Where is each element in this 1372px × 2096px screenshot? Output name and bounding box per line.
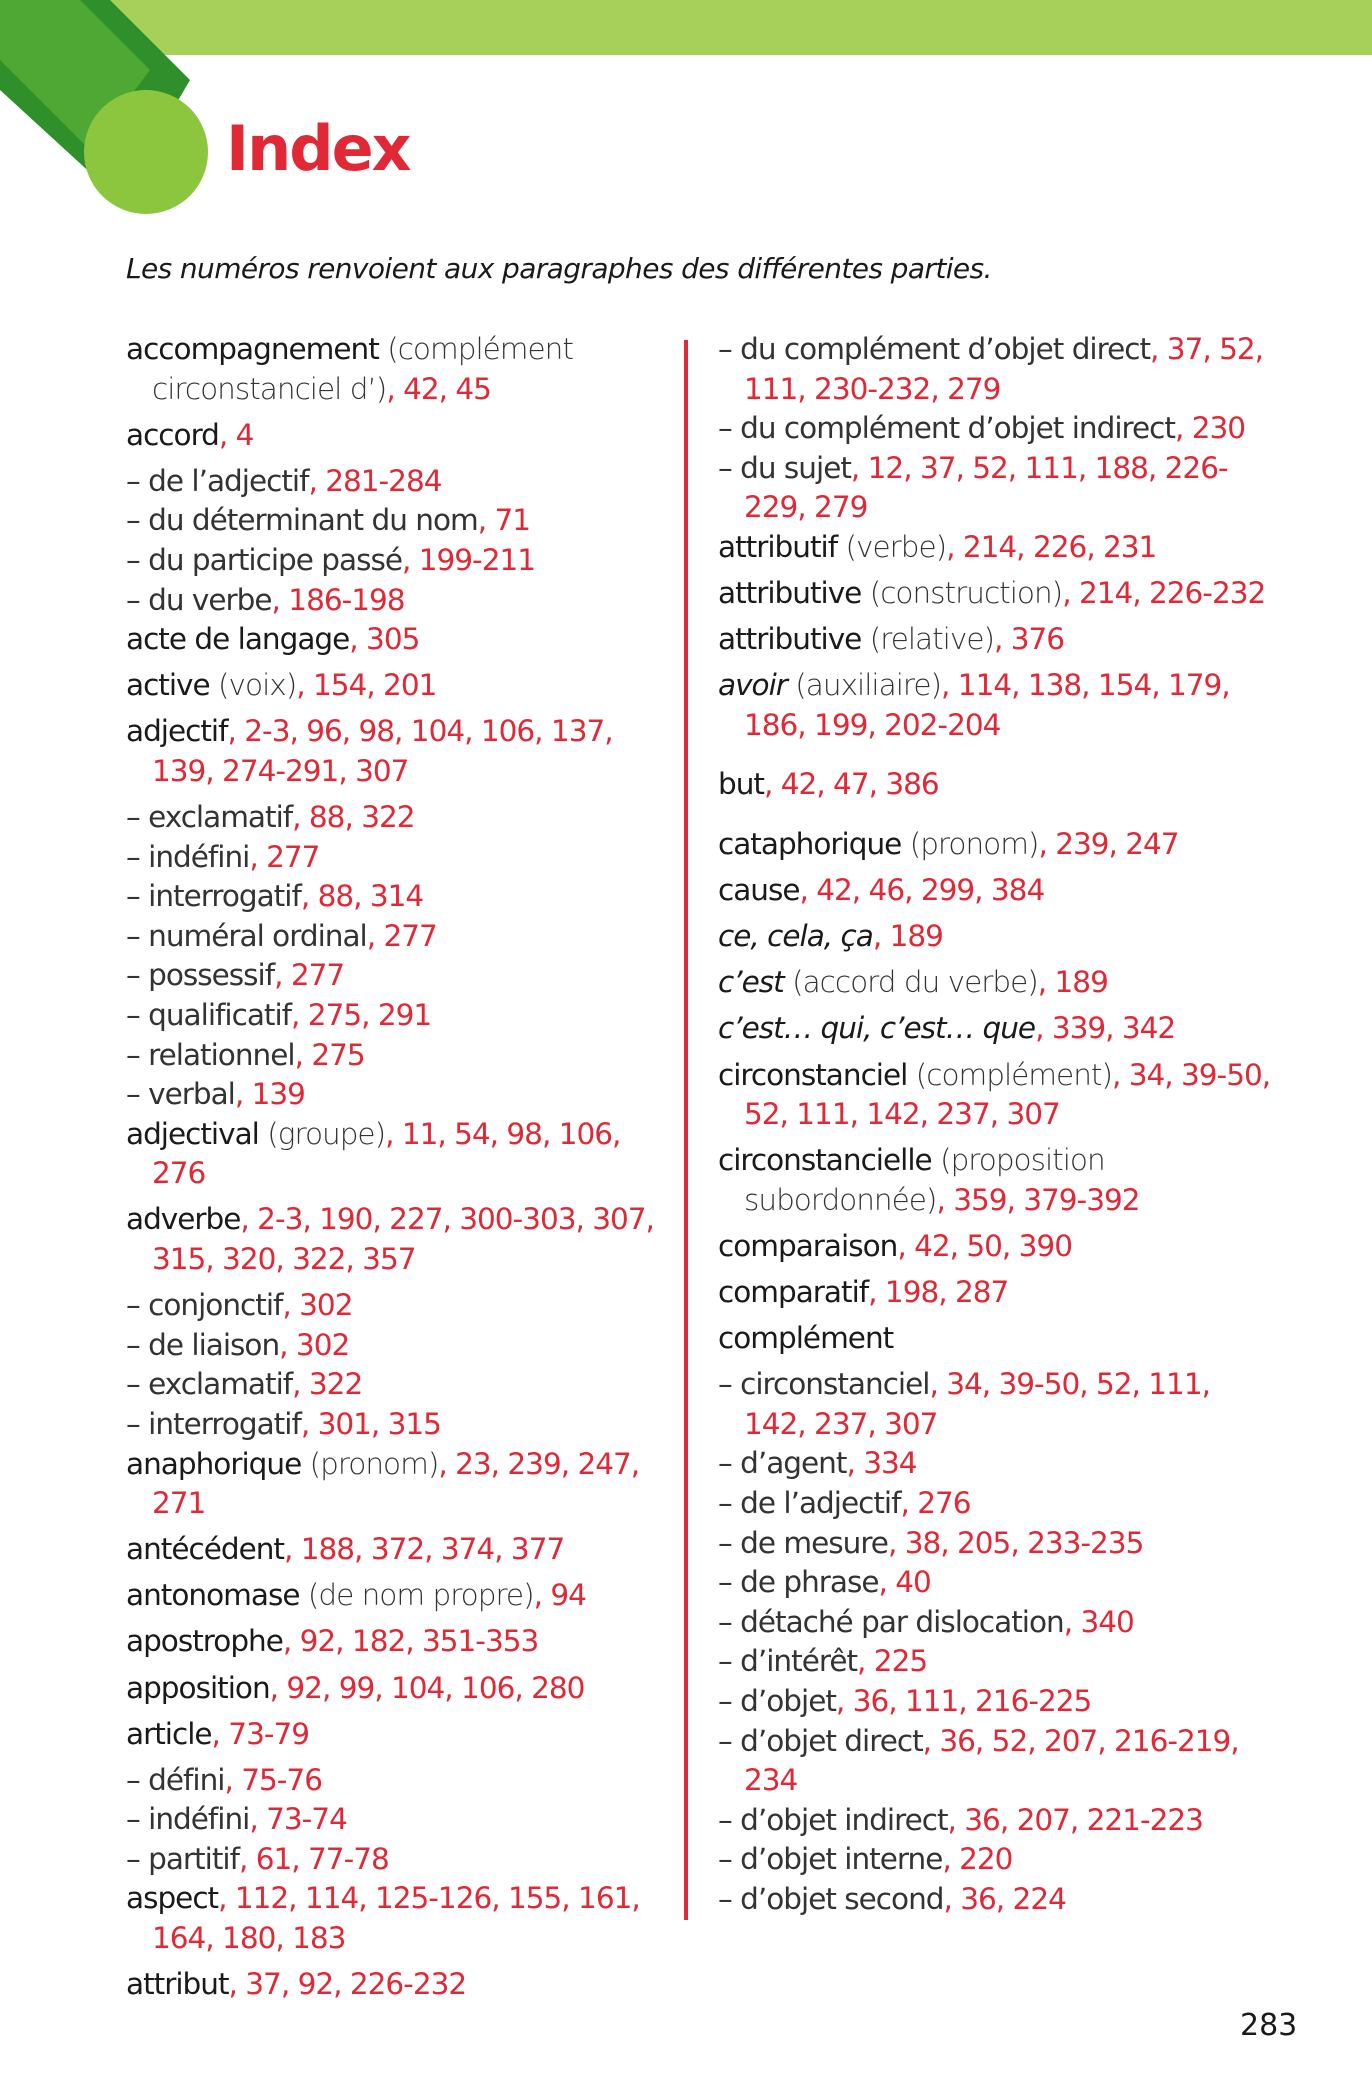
paragraph-references: , 139 <box>234 1077 305 1112</box>
index-term: acte de langage <box>126 622 350 657</box>
index-term: active <box>126 668 210 703</box>
paragraph-references: , 94 <box>533 1578 586 1613</box>
index-subentry <box>718 330 1278 409</box>
index-term: cataphorique <box>718 827 902 862</box>
index-entry <box>126 620 666 660</box>
subentry-label: – d’agent <box>718 1446 847 1481</box>
index-subentry <box>718 1682 1278 1722</box>
paragraph-references: , 112, 114, 125-126, 155, 161, 164, 180, 183 <box>152 1881 640 1956</box>
index-term: comparatif <box>718 1274 869 1309</box>
subentry-label: – interrogatif <box>126 1406 301 1441</box>
index-subentry <box>126 1761 666 1801</box>
index-subentry <box>126 1326 666 1366</box>
paragraph-references: , 12, 37, 52, 111, 188, 226-229, 279 <box>744 450 1228 525</box>
subentry-label: – du sujet <box>718 450 851 485</box>
paragraph-references: , 23, 239, 247, 271 <box>152 1446 640 1521</box>
index-entry <box>126 1879 666 1958</box>
paragraph-references: , 189 <box>1037 965 1108 1000</box>
paragraph-references: , 92, 99, 104, 106, 280 <box>269 1670 585 1705</box>
subentry-label: – exclamatif <box>126 1367 293 1402</box>
subentry-label: – interrogatif <box>126 879 301 914</box>
subentry-label: – détaché par dislocation <box>718 1604 1064 1639</box>
index-entry <box>718 620 1278 660</box>
subentry-label: – exclamatif <box>126 800 293 835</box>
index-term: avoir <box>718 668 787 703</box>
paragraph-references: , 40 <box>878 1565 931 1600</box>
index-note: (construction) <box>861 576 1063 611</box>
paragraph-references: , 88, 314 <box>300 879 424 914</box>
index-term: c’est <box>718 965 784 1000</box>
index-note: (groupe) <box>258 1116 386 1151</box>
index-subentry <box>718 1722 1278 1801</box>
index-entry <box>126 1115 666 1194</box>
paragraph-references: , 34, 39-50, 52, 111, 142, 237, 307 <box>744 1057 1271 1132</box>
paragraph-references: , 42, 45 <box>386 371 491 406</box>
index-entry <box>126 1669 666 1709</box>
paragraph-references: , 36, 224 <box>943 1881 1066 1916</box>
paragraph-references: , 340 <box>1063 1604 1134 1639</box>
index-subentry <box>126 917 666 957</box>
index-note: (pronom) <box>901 827 1039 862</box>
index-entry <box>718 765 1278 805</box>
index-term: c’est… qui, c’est… que <box>718 1011 1036 1046</box>
index-note: (verbe) <box>837 529 947 564</box>
index-entry <box>718 528 1278 568</box>
index-subentry <box>718 1484 1278 1524</box>
index-subentry <box>126 1365 666 1405</box>
paragraph-references: , 154, 201 <box>296 668 437 703</box>
subentry-label: – du complément d’objet direct <box>718 332 1151 366</box>
paragraph-references: , 36, 111, 216-225 <box>835 1683 1092 1718</box>
paragraph-references: , 305 <box>349 622 420 657</box>
index-subentry <box>126 581 666 621</box>
paragraph-references: , 359, 379-392 <box>936 1182 1140 1217</box>
paragraph-references: , 302 <box>282 1288 353 1323</box>
subentry-label: – possessif <box>126 958 275 993</box>
paragraph-references: , 239, 247 <box>1038 827 1179 862</box>
index-column-right <box>718 330 1278 1919</box>
subentry-label: – verbal <box>126 1077 235 1112</box>
subentry-label: – d’objet direct <box>718 1723 923 1758</box>
index-term: aspect <box>126 1881 219 1916</box>
index-subentry <box>126 1075 666 1115</box>
index-entry <box>718 574 1278 614</box>
index-entry <box>126 1200 666 1279</box>
paragraph-references: , 334 <box>846 1446 917 1481</box>
paragraph-references: , 339, 342 <box>1035 1011 1176 1046</box>
paragraph-references: , 198, 287 <box>868 1274 1009 1309</box>
index-subentry <box>126 1286 666 1326</box>
index-subentry <box>718 409 1278 449</box>
paragraph-references: , 36, 52, 207, 216-219, 234 <box>744 1723 1239 1798</box>
index-entry <box>126 1445 666 1524</box>
paragraph-references: , 186-198 <box>271 582 405 617</box>
index-subentry <box>126 1036 666 1076</box>
paragraph-references: , 42, 46, 299, 384 <box>799 873 1045 908</box>
index-subentry <box>126 1800 666 1840</box>
paragraph-references: , 276 <box>900 1485 971 1520</box>
index-note: (voix) <box>209 668 297 703</box>
paragraph-references: , 42, 47, 386 <box>764 767 939 802</box>
index-entry <box>718 825 1278 865</box>
index-entry <box>718 1273 1278 1313</box>
paragraph-references: , 75-76 <box>224 1762 322 1797</box>
index-entry <box>126 1530 666 1570</box>
index-subentry <box>718 1524 1278 1564</box>
index-entry <box>126 1715 666 1755</box>
page-title: Index <box>226 112 410 185</box>
index-term: attributive <box>718 576 862 611</box>
index-subentry <box>126 956 666 996</box>
index-subentry <box>718 1444 1278 1484</box>
index-subentry <box>718 449 1278 528</box>
index-term: complément <box>718 1321 894 1356</box>
index-term: but <box>718 767 764 802</box>
index-term: cause <box>718 873 800 908</box>
paragraph-references: , 42, 50, 390 <box>897 1228 1072 1263</box>
subentry-label: – circonstanciel <box>718 1367 930 1402</box>
index-entry <box>126 1576 666 1616</box>
index-column-left <box>126 330 666 2011</box>
column-divider <box>684 340 688 1920</box>
index-term: adjectival <box>126 1116 259 1151</box>
index-entry <box>718 1009 1278 1049</box>
paragraph-references: , 376 <box>994 622 1065 657</box>
subentry-label: – partitif <box>126 1841 239 1876</box>
index-term: article <box>126 1716 212 1751</box>
index-entry <box>718 917 1278 957</box>
index-term: attribut <box>126 1967 229 2002</box>
subentry-label: – de l’adjectif <box>126 463 309 498</box>
subentry-label: – relationnel <box>126 1037 295 1072</box>
paragraph-references: , 92, 182, 351-353 <box>282 1624 539 1659</box>
index-note: (relative) <box>861 622 994 657</box>
subentry-label: – de phrase <box>718 1565 879 1600</box>
paragraph-references: , 2-3, 96, 98, 104, 106, 137, 139, 274-291, 307 <box>152 714 613 788</box>
index-entry <box>126 712 666 791</box>
paragraph-references: , 214, 226-232 <box>1062 576 1266 611</box>
paragraph-references: , 275, 291 <box>291 998 432 1032</box>
index-entry <box>718 1141 1278 1220</box>
page-number: 283 <box>1240 2008 1298 2043</box>
subentry-label: – qualificatif <box>126 998 292 1032</box>
index-subentry <box>126 1840 666 1880</box>
paragraph-references: , 88, 322 <box>292 800 415 835</box>
index-subentry <box>126 996 666 1036</box>
index-note: (pronom) <box>301 1446 439 1481</box>
header-decoration <box>0 0 1372 220</box>
paragraph-references: , 36, 207, 221-223 <box>947 1802 1203 1837</box>
index-entry <box>126 1965 666 2005</box>
paragraph-references: , 2-3, 190, 227, 300-303, 307, 315, 320, 322, 357 <box>152 1202 654 1277</box>
index-note: (accord du verbe) <box>783 965 1038 1000</box>
subentry-label: – du déterminant du nom <box>126 503 478 538</box>
paragraph-references: , 275 <box>294 1037 365 1072</box>
index-entry <box>718 871 1278 911</box>
index-entry <box>126 330 666 409</box>
index-subentry <box>126 462 666 502</box>
paragraph-references: , 322 <box>292 1367 363 1402</box>
index-entry <box>718 1227 1278 1267</box>
index-subentry <box>718 1840 1278 1880</box>
index-term: attributive <box>718 622 862 657</box>
paragraph-references: , 188, 372, 374, 377 <box>284 1532 565 1567</box>
subentry-label: – du verbe <box>126 582 272 617</box>
paragraph-references: , 281-284 <box>308 463 442 498</box>
paragraph-references: , 114, 138, 154, 179, 186, 199, 202-204 <box>744 668 1230 742</box>
index-note: (auxiliaire) <box>786 668 942 703</box>
index-term: antécédent <box>126 1532 284 1567</box>
paragraph-references: , 214, 226, 231 <box>946 529 1157 564</box>
index-subentry <box>718 1880 1278 1920</box>
subentry-label: – de mesure <box>718 1525 888 1560</box>
index-term: accompagnement <box>126 332 379 366</box>
subentry-label: – d’objet interne <box>718 1842 943 1877</box>
index-entry <box>718 1319 1278 1359</box>
paragraph-references: , 73-74 <box>249 1802 347 1837</box>
index-term: antonomase <box>126 1578 300 1613</box>
paragraph-references: , 301, 315 <box>300 1406 441 1441</box>
index-term: accord <box>126 417 219 452</box>
index-subentry <box>718 1801 1278 1841</box>
index-intro: Les numéros renvoient aux paragraphes des différentes parties. <box>126 252 992 285</box>
subentry-label: – du complément d’objet indirect <box>718 411 1175 446</box>
paragraph-references: , 225 <box>857 1644 928 1679</box>
subentry-label: – conjonctif <box>126 1288 283 1323</box>
subentry-label: – d’objet indirect <box>718 1802 948 1837</box>
index-term: circonstanciel <box>718 1057 908 1092</box>
index-term: circonstancielle <box>718 1143 932 1178</box>
index-entry <box>126 416 666 456</box>
index-subentry <box>718 1603 1278 1643</box>
paragraph-references: , 199-211 <box>401 542 535 577</box>
subentry-label: – de liaison <box>126 1327 280 1362</box>
paragraph-references: , 73-79 <box>211 1716 310 1751</box>
paragraph-references: , 11, 54, 98, 106, 276 <box>152 1116 621 1191</box>
paragraph-references: , 230 <box>1174 411 1245 446</box>
paragraph-references: , 34, 39-50, 52, 111, 142, 237, 307 <box>744 1367 1210 1441</box>
green-circle-badge <box>84 90 208 214</box>
index-subentry <box>126 877 666 917</box>
paragraph-references: , 302 <box>279 1327 350 1362</box>
index-term: adjectif <box>126 714 228 749</box>
index-subentry <box>718 1642 1278 1682</box>
index-term: comparaison <box>718 1228 898 1263</box>
index-entry <box>718 666 1278 745</box>
index-term: apostrophe <box>126 1624 283 1659</box>
index-term: attributif <box>718 529 838 564</box>
index-note: (complément circonstanciel d’) <box>152 332 573 406</box>
paragraph-references: , 37, 52, 111, 230-232, 279 <box>744 332 1264 406</box>
index-subentry <box>718 1365 1278 1444</box>
subentry-label: – d’intérêt <box>718 1644 858 1679</box>
index-term: anaphorique <box>126 1446 302 1481</box>
paragraph-references: , 4 <box>218 417 254 452</box>
index-subentry <box>126 501 666 541</box>
subentry-label: – numéral ordinal <box>126 918 367 953</box>
paragraph-references: , 38, 205, 233-235 <box>887 1525 1144 1560</box>
index-subentry <box>126 541 666 581</box>
paragraph-references: , 277 <box>274 958 345 993</box>
index-entry <box>126 1622 666 1662</box>
index-subentry <box>126 798 666 838</box>
subentry-label: – indéfini <box>126 839 250 874</box>
subentry-label: – d’objet <box>718 1683 836 1718</box>
index-subentry <box>718 1563 1278 1603</box>
paragraph-references: , 220 <box>942 1842 1013 1877</box>
index-entry <box>718 1056 1278 1135</box>
subentry-label: – défini <box>126 1762 225 1797</box>
paragraph-references: , 71 <box>477 503 531 538</box>
index-note: (proposition subordonnée) <box>744 1143 1105 1217</box>
paragraph-references: , 277 <box>249 839 320 874</box>
paragraph-references: , 37, 92, 226-232 <box>228 1967 467 2002</box>
index-term: adverbe <box>126 1202 241 1237</box>
subentry-label: – indéfini <box>126 1802 250 1837</box>
index-entry <box>718 963 1278 1003</box>
paragraph-references: , 189 <box>872 919 943 954</box>
green-top-band <box>0 0 1372 55</box>
subentry-label: – d’objet second <box>718 1881 944 1916</box>
paragraph-references: , 277 <box>366 918 437 953</box>
index-term: apposition <box>126 1670 270 1705</box>
index-subentry <box>126 1405 666 1445</box>
index-entry <box>126 666 666 706</box>
index-note: (complément) <box>907 1057 1112 1092</box>
subentry-label: – de l’adjectif <box>718 1485 901 1520</box>
index-term: ce, cela, ça <box>718 919 873 954</box>
paragraph-references: , 61, 77-78 <box>238 1841 389 1876</box>
subentry-label: – du participe passé <box>126 542 402 577</box>
index-subentry <box>126 838 666 878</box>
index-note: (de nom propre) <box>299 1578 534 1613</box>
